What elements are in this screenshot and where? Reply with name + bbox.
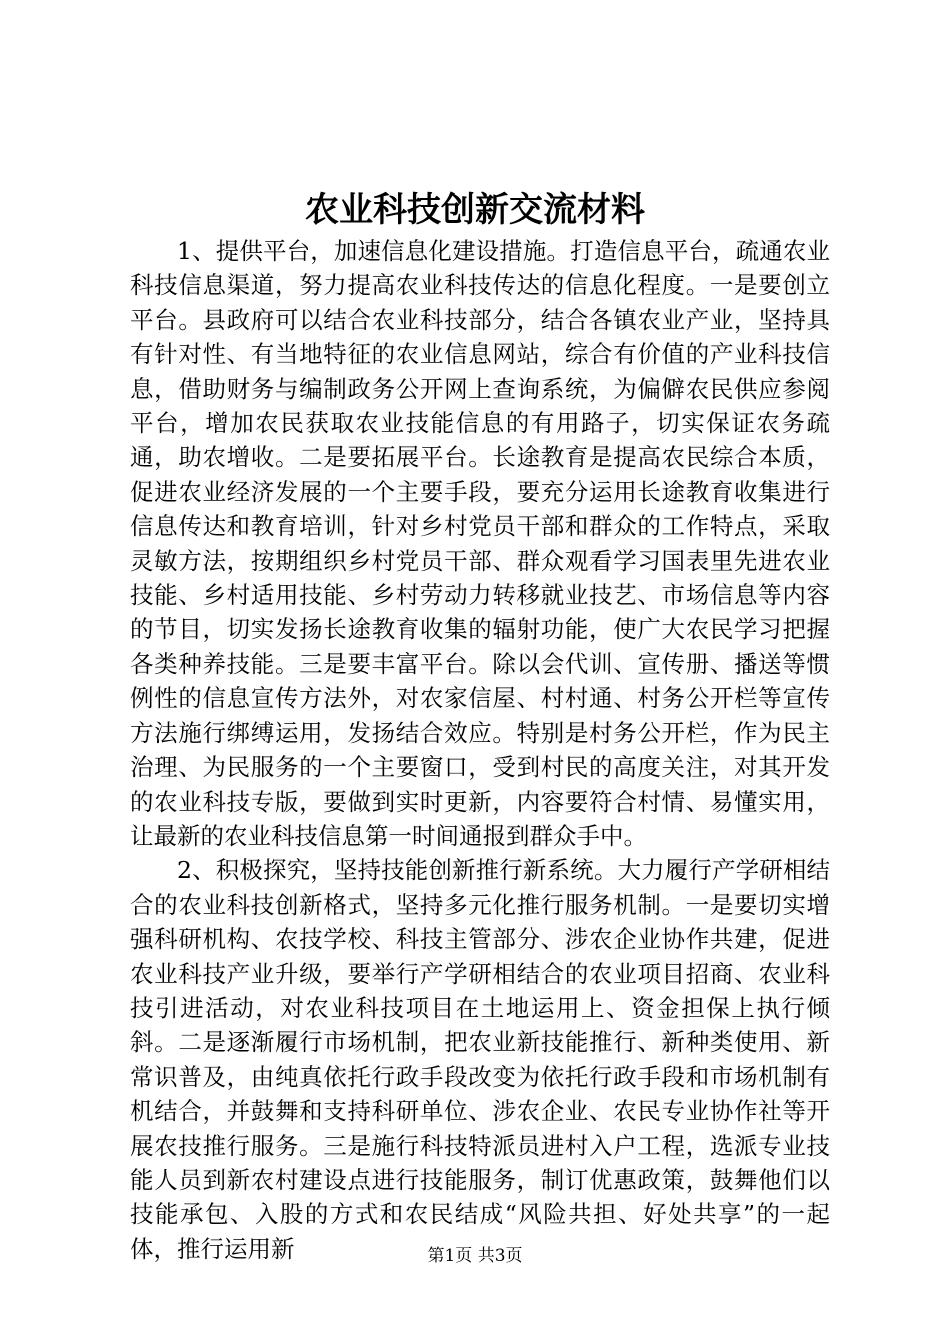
paragraph-1: 1、提供平台，加速信息化建设措施。打造信息平台，疏通农业科技信息渠道，努力提高农业科技传达的信息化程度。一是要创立平台。县政府可以结合农业科技部分，结合各镇农业产业，坚持具有针对性、有当地特征的农业信息网站，综合有价值的产业科技信息，借助财务与编制政务公开网上查询系统，为偏僻农民供应参阅平台，增加农民获取农业技能信息的有用路子，切实保证农务疏通，助农增收。二是要拓展平台。长途教育是提高农民综合本质，促进农业经济发展的一个主要手段，要充分运用长途教育收集进行信息传达和教育培训，针对乡村党员干部和群众的工作特点，采取灵敏方法，按期组织乡村党员干部、群众观看学习国表里先进农业技能、乡村适用技能、乡村劳动力转移就业技艺、市场信息等内容的节目，切实发扬长途教育收集的辐射功能，使广大农民学习把握各类种养技能。三是要丰富平台。除以会代训、宣传册、播送等惯例性的信息宣传方法外，对农家信屋、村村通、村务公开栏等宣传方法施行绑缚运用，发扬结合效应。特别是村务公开栏，作为民主治理、为民服务的一个主要窗口，受到村民的高度关注，对其开发的农业科技专版，要做到实时更新，内容要符合村情、易懂实用，让最新的农业科技信息第一时间通报到群众手中。: [130, 237, 830, 850]
document-body: [130, 234, 830, 1266]
paragraph-2: 2、积极探究，坚持技能创新推行新系统。大力履行产学研相结合的农业科技创新格式，坚持多元化推行服务机制。一是要切实增强科研机构、农技学校、科技主管部分、涉农企业协作共建，促进农业科技产业升级，要举行产学研相结合的农业项目招商、农业科技引进活动，对农业科技项目在土地运用上、资金担保上执行倾斜。二是逐渐履行市场机制，把农业新技能推行、新种类使用、新常识普及，由纯真依托行政手段改变为依托行政手段和市场机制有机结合，并鼓舞和支持科研单位、涉农企业、农民专业协作社等开展农技推行服务。三是施行科技特派员进村入户工程，选派专业技能人员到新农村建设点进行技能服务，制订优惠政策，鼓舞他们以技能承包、入股的方式和农民结成“风险共担、好处共享”的一起体，推行运用新: [130, 856, 830, 1263]
page-footer: 第1页 共3页: [427, 1246, 523, 1266]
document-title: 农业科技创新交流材料: [305, 190, 645, 230]
